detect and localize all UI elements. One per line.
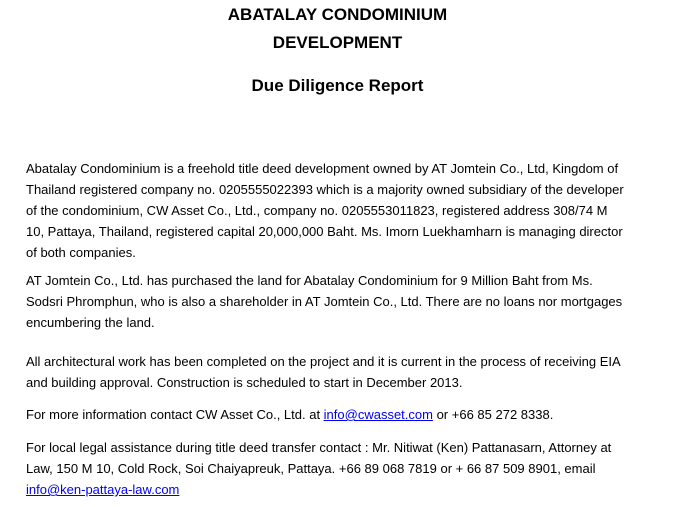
contact-text-after: or +66 85 272 8338. bbox=[432, 407, 554, 422]
contact-text-before: For more information contact CW Asset Co., Ltd. at bbox=[26, 407, 324, 422]
paragraph-land-purchase bbox=[26, 270, 676, 333]
paragraph-line: encumbering the land. bbox=[26, 315, 155, 330]
paragraph-line: of the condominium, CW Asset Co., Ltd., company no. 0205553011823, registered address 308/74 M bbox=[26, 203, 608, 218]
paragraph-line: Thailand registered company no. 0205555022393 which is a majority owned subsidiary of the developer bbox=[26, 182, 624, 197]
document-title-line-2: DEVELOPMENT bbox=[272, 33, 403, 52]
paragraph-contact-info bbox=[26, 404, 676, 425]
paragraph-line: Law, 150 M 10, Cold Rock, Soi Chaiyapreuk, Pattaya. +66 89 068 7819 or + 66 87 509 8901, email bbox=[26, 461, 596, 476]
paragraph-line: and building approval. Construction is scheduled to start in December 2013. bbox=[26, 375, 463, 390]
paragraph-line: For local legal assistance during title deed transfer contact : Mr. Nitiwat (Ken) Pattanasarn, Attorney at bbox=[26, 440, 612, 455]
document-title-line-1: ABATALAY CONDOMINIUM bbox=[227, 5, 448, 24]
paragraph-legal-assistance bbox=[26, 437, 676, 500]
paragraph-line bbox=[26, 404, 676, 425]
paragraph-line: AT Jomtein Co., Ltd. has purchased the land for Abatalay Condominium for 9 Million Baht from Ms. bbox=[26, 273, 593, 288]
cwasset-email-link[interactable]: info@cwasset.com bbox=[323, 407, 433, 422]
paragraph-line: of both companies. bbox=[26, 245, 136, 260]
paragraph-line bbox=[26, 479, 676, 500]
paragraph-line: 10, Pattaya, Thailand, registered capital 20,000,000 Baht. Ms. Imorn Luekhamharn is managing director bbox=[26, 224, 623, 239]
paragraph-ownership bbox=[26, 158, 676, 263]
paragraph-line: Abatalay Condominium is a freehold title deed development owned by AT Jomtein Co., Ltd, Kingdom of bbox=[26, 161, 619, 176]
attorney-email-link[interactable]: info@ken-pattaya-law.com bbox=[26, 482, 180, 497]
document-subtitle: Due Diligence Report bbox=[251, 76, 424, 95]
paragraph-construction-status bbox=[26, 351, 676, 393]
paragraph-line: Sodsri Phromphun, who is also a shareholder in AT Jomtein Co., Ltd. There are no loans nor mortgages bbox=[26, 294, 623, 309]
paragraph-line: All architectural work has been completed on the project and it is current in the process of receiving EIA bbox=[26, 354, 621, 369]
